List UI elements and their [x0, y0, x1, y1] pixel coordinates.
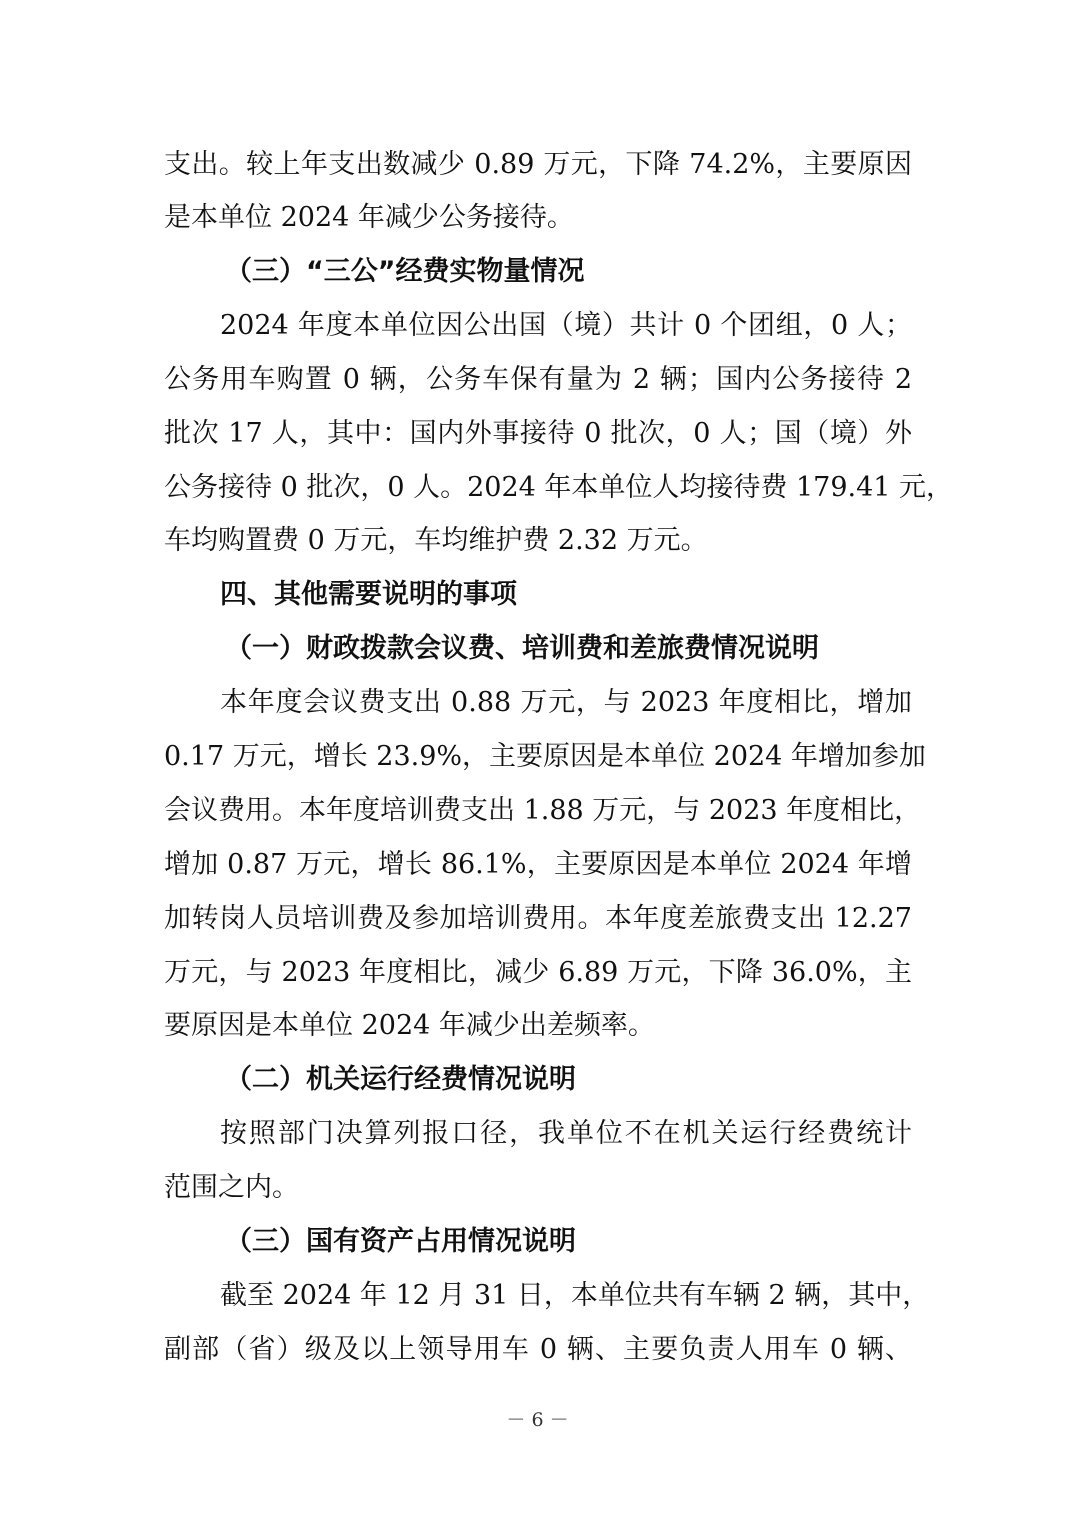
heading-meeting-training-travel: （一）财政拨款会议费、培训费和差旅费情况说明 — [225, 633, 819, 664]
paragraph-4-line-2: 范围之内。 — [164, 1172, 299, 1203]
paragraph-2-line-4: 公务接待 0 批次，0 人。2024 年本单位人均接待费 179.41 元， — [164, 472, 954, 503]
paragraph-3-line-7: 要原因是本单位 2024 年减少出差频率。 — [164, 1010, 655, 1041]
paragraph-2-line-2: 公务用车购置 0 辆，公务车保有量为 2 辆；国内公务接待 2 — [164, 364, 912, 395]
paragraph-3-line-1: 本年度会议费支出 0.88 万元，与 2023 年度相比，增加 — [220, 687, 912, 718]
paragraph-4-line-1: 按照部门决算列报口径，我单位不在机关运行经费统计 — [220, 1118, 912, 1149]
page-number: － 6 － — [506, 1409, 569, 1431]
paragraph-1-line-2: 是本单位 2024 年减少公务接待。 — [164, 202, 574, 233]
paragraph-2-line-1: 2024 年度本单位因公出国（境）共计 0 个团组，0 人； — [220, 310, 912, 341]
paragraph-3-line-2: 0.17 万元，增长 23.9%，主要原因是本单位 2024 年增加参加 — [164, 741, 926, 772]
paragraph-3-line-5: 加转岗人员培训费及参加培训费用。本年度差旅费支出 12.27 — [164, 903, 912, 934]
paragraph-5-line-1: 截至 2024 年 12 月 31 日，本单位共有车辆 2 辆，其中， — [220, 1280, 930, 1311]
paragraph-1-line-1: 支出。较上年支出数减少 0.89 万元，下降 74.2%，主要原因 — [164, 149, 912, 180]
paragraph-5-line-2: 副部（省）级及以上领导用车 0 辆、主要负责人用车 0 辆、 — [164, 1334, 912, 1365]
paragraph-2-line-5: 车均购置费 0 万元，车均维护费 2.32 万元。 — [164, 525, 708, 556]
paragraph-2-line-3: 批次 17 人，其中：国内外事接待 0 批次，0 人；国（境）外 — [164, 418, 912, 449]
heading-sangong-items: （三）“三公”经费实物量情况 — [225, 256, 585, 287]
paragraph-3-line-4: 增加 0.87 万元，增长 86.1%，主要原因是本单位 2024 年增 — [164, 849, 912, 880]
paragraph-3-line-6: 万元，与 2023 年度相比，减少 6.89 万元，下降 36.0%，主 — [164, 957, 912, 988]
heading-state-assets: （三）国有资产占用情况说明 — [225, 1226, 576, 1257]
heading-operation-funds: （二）机关运行经费情况说明 — [225, 1064, 576, 1095]
section-4-title: 四、其他需要说明的事项 — [220, 579, 517, 610]
paragraph-3-line-3: 会议费用。本年度培训费支出 1.88 万元，与 2023 年度相比， — [164, 795, 922, 826]
